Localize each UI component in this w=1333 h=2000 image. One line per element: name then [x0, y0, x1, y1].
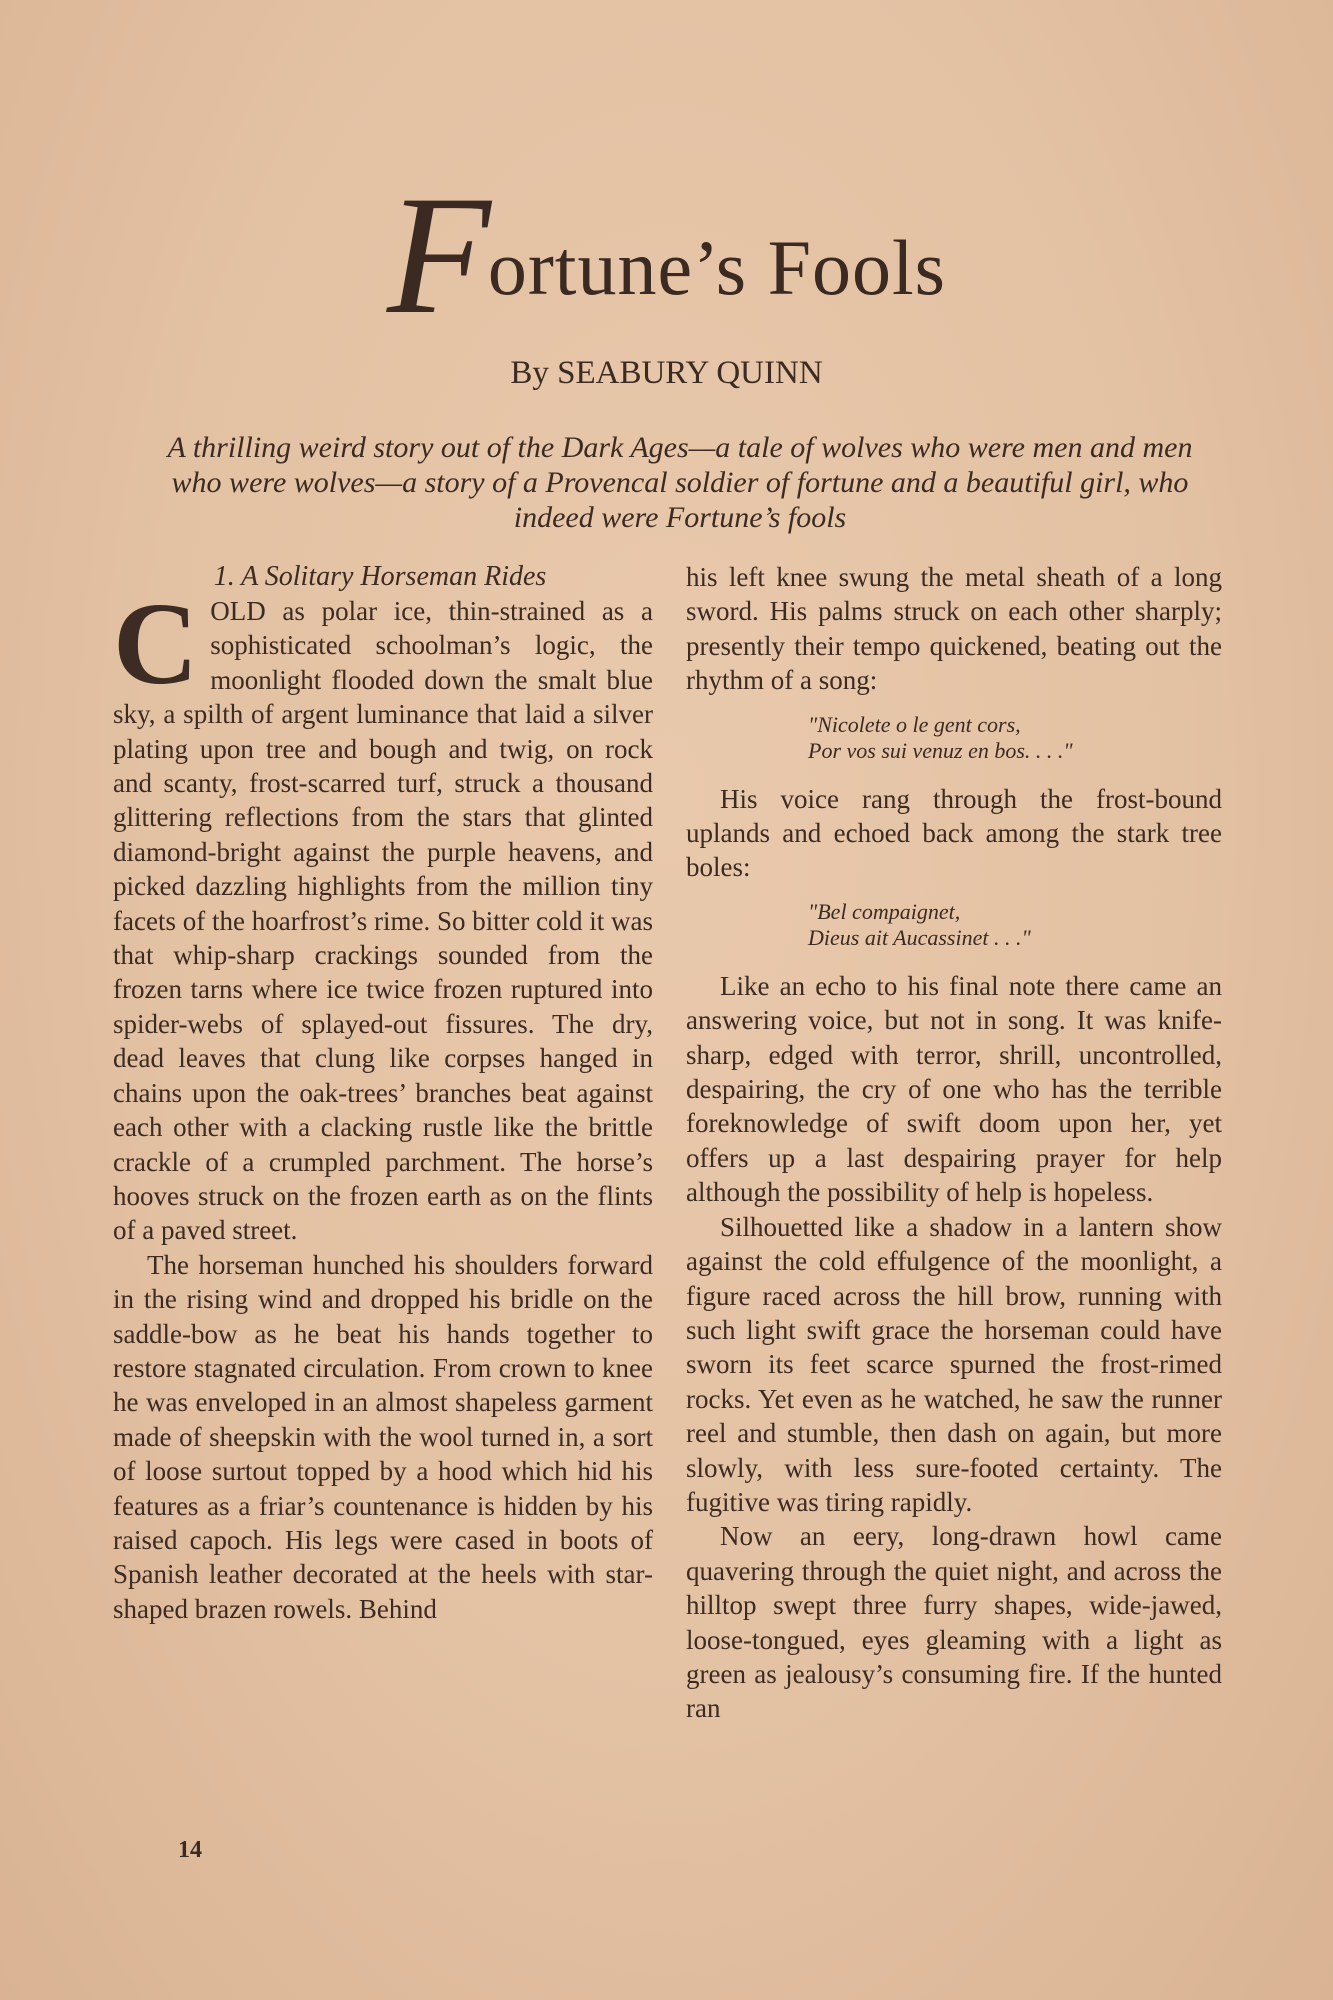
- paragraph-text: OLD as polar ice, thin-strained as a sophisticated schoolman’s logic, the moonlight flooded down the smalt blue sky, a spilth of argent luminance that laid a silver plating upon tree and bough and twig, on rock and scanty, frost-scarred turf, struck a thousand glittering reflections from the stars that glinted diamond-bright against the purple heavens, and picked dazzling highlights from the million tiny facets of the hoarfrost’s rime. So bitter cold it was that whip-sharp crackings sounded from the frozen tarns where ice twice frozen ruptured into spider-webs of splayed-out fissures. The dry, dead leaves that clung like corpses hanged in chains upon the oak-trees’ branches beat against each other with a clacking rustle like the brittle crackle of a crumpled parchment. The horse’s hooves struck on the frozen earth as on the flints of a paved street.: [113, 596, 653, 1246]
- title-initial: F: [386, 161, 492, 349]
- right-column: [686, 560, 1222, 1726]
- paragraph: his left knee swung the metal sheath of a long sword. His palms struck on each other sharply; presently their tempo quickened, beating out the rhythm of a song:: [686, 562, 1222, 696]
- paragraph: Like an echo to his final note there came an answering voice, but not in song. It was knife-sharp, edged with terror, shrill, uncontrolled, despairing, the cry of one who has the terrible foreknowledge of swift doom upon her, yet offers up a last despairing prayer for help although the possibility of help is hopeless.: [686, 970, 1222, 1208]
- story-intro: A thrilling weird story out of the Dark Ages—a tale of wolves who were men and men who were wolves—a story of a Provencal soldier of fortune and a beautiful girl, who indeed were Fortune’s fools: [167, 431, 1193, 534]
- paragraph: Now an eery, long-drawn howl came quavering through the quiet night, and across the hilltop swept three furry shapes, wide-jawed, loose-tongued, eyes gleaming with a light as green as jealousy’s consuming fire. If the hunted ran: [686, 1521, 1222, 1724]
- paragraph: Silhouetted like a shadow in a lantern show against the cold effulgence of the moonlight, a figure raced across the hill brow, running with such light swift grace the horseman could have sworn its feet scarce spurned the frost-rimed rocks. Yet even as he watched, he saw the runner reel and stumble, then dash on again, but more slowly, with less sure-footed certainty. The fugitive was tiring rapidly.: [686, 1211, 1222, 1517]
- paragraph: His voice rang through the frost-bound uplands and echoed back among the stark tree boles:: [686, 783, 1222, 883]
- verse-quote: "Nicolete o le gent cors, Por vos sui venuz en bos. . . .": [808, 711, 1073, 763]
- story-title: [0, 161, 1333, 349]
- title-rest: ortune’s Fools: [487, 224, 947, 311]
- paragraph: [113, 578, 653, 1248]
- page-number: 14: [178, 1837, 202, 1863]
- drop-cap: C: [113, 578, 199, 709]
- paragraph: The horseman hunched his shoulders forward in the rising wind and dropped his bridle on the saddle-bow as he beat his hands together to restore stagnated circulation. From crown to knee he was enveloped in an almost shapeless garment made of sheepskin with the wool turned in, a sort of loose surtout topped by a hood which hid his features as a friar’s countenance is hidden by his raised capoch. His legs were cased in boots of Spanish leather decorated at the heels with star-shaped brazen rowels. Behind: [113, 1249, 653, 1624]
- verse-quote: "Bel compaignet, Dieus ait Aucassinet . . .": [808, 898, 1031, 950]
- byline: By SEABURY QUINN: [510, 355, 823, 391]
- section-heading: 1. A Solitary Horseman Rides: [213, 561, 547, 592]
- left-column: [113, 560, 653, 1626]
